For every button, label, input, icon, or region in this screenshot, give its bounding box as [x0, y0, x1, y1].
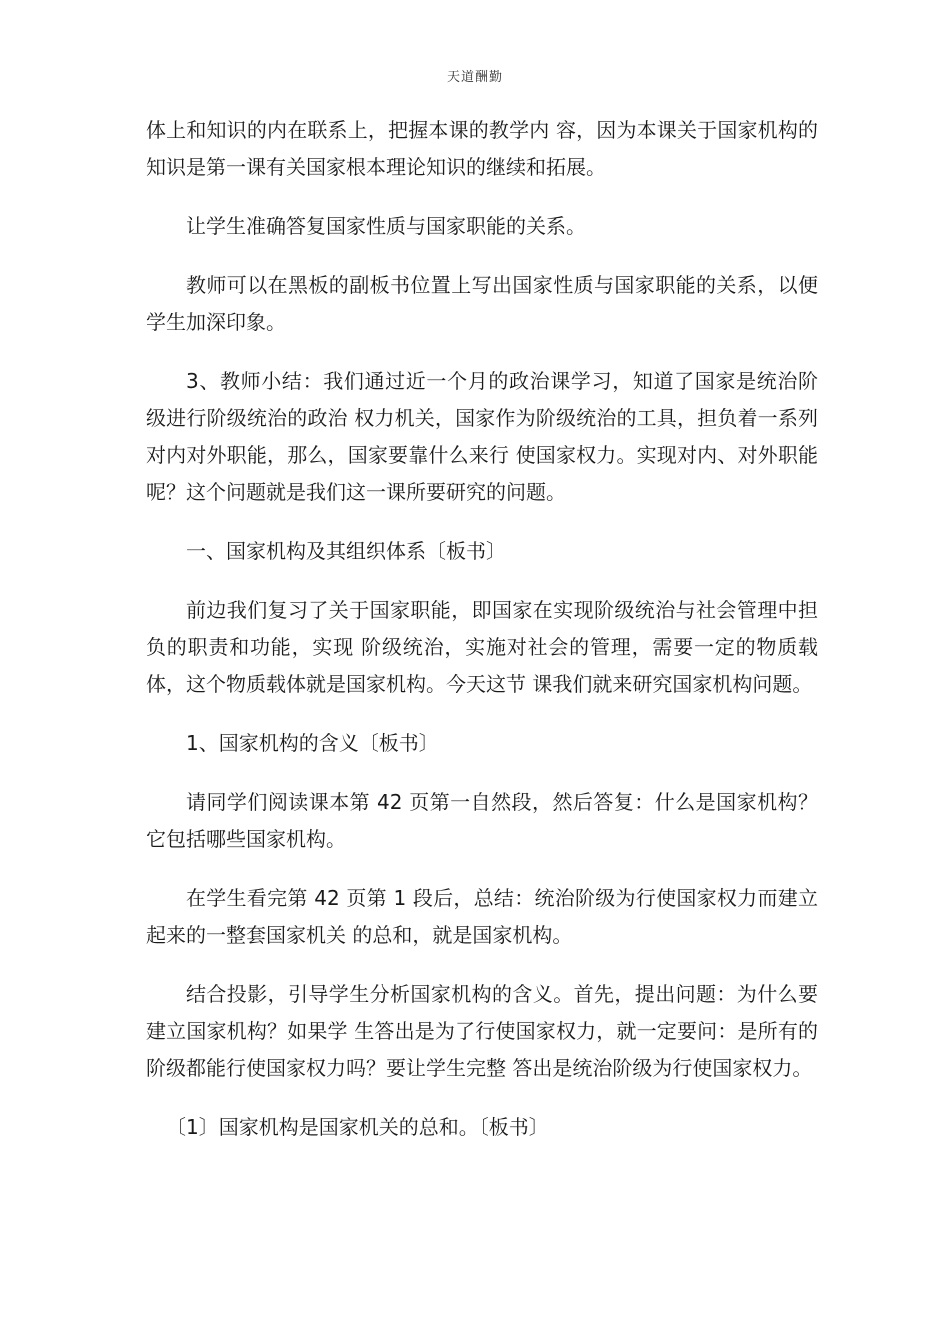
- list-item-heading: 〔1〕国家机构是国家机关的总和。〔板书〕: [166, 1115, 549, 1139]
- paragraph: 3、教师小结：我们通过近一个月的政治课学习，知道了国家是统治阶级进行阶级统治的政治 权力机关，国家作为阶级统治的工具，担负着一系列对内对外职能，那么，国家要靠什么来行 使国家权力。实现对内、对外职能呢？这个问题就是我们这一课所要研究的问题。: [146, 369, 818, 504]
- paragraph: 前边我们复习了关于国家职能，即国家在实现阶级统治与社会管理中担负的职责和功能，实现 阶级统治，实施对社会的管理，需要一定的物质载体，这个物质载体就是国家机构。今天这节 课我们就来研究国家机构问题。: [146, 598, 818, 696]
- document-body: [146, 112, 818, 1168]
- paragraph: 教师可以在黑板的副板书位置上写出国家性质与国家职能的关系，以便学生加深印象。: [146, 273, 818, 334]
- paragraph-continuation: 体上和知识的内在联系上，把握本课的教学内 容，因为本课关于国家机构的知识是第一课有关国家根本理论知识的继续和拓展。: [146, 118, 818, 179]
- paragraph: 让学生准确答复国家性质与国家职能的关系。: [186, 214, 586, 238]
- page-header: 天道酬勤: [446, 70, 503, 85]
- paragraph: 在学生看完第 42 页第 1 段后，总结：统治阶级为行使国家权力而建立起来的一整套国家机关 的总和，就是国家机构。: [146, 886, 818, 947]
- paragraph: 请同学们阅读课本第 42 页第一自然段，然后答复：什么是国家机构？它包括哪些国家机构。: [146, 790, 818, 851]
- subsection-heading: 1、国家机构的含义〔板书〕: [186, 731, 439, 755]
- section-heading: 一、国家机构及其组织体系〔板书〕: [186, 539, 506, 563]
- paragraph: 结合投影，引导学生分析国家机构的含义。首先，提出问题：为什么要建立国家机构？如果学 生答出是为了行使国家权力，就一定要问：是所有的阶级都能行使国家权力吗？要让学生完整 答出是统治阶级为行使国家权力。: [146, 982, 818, 1080]
